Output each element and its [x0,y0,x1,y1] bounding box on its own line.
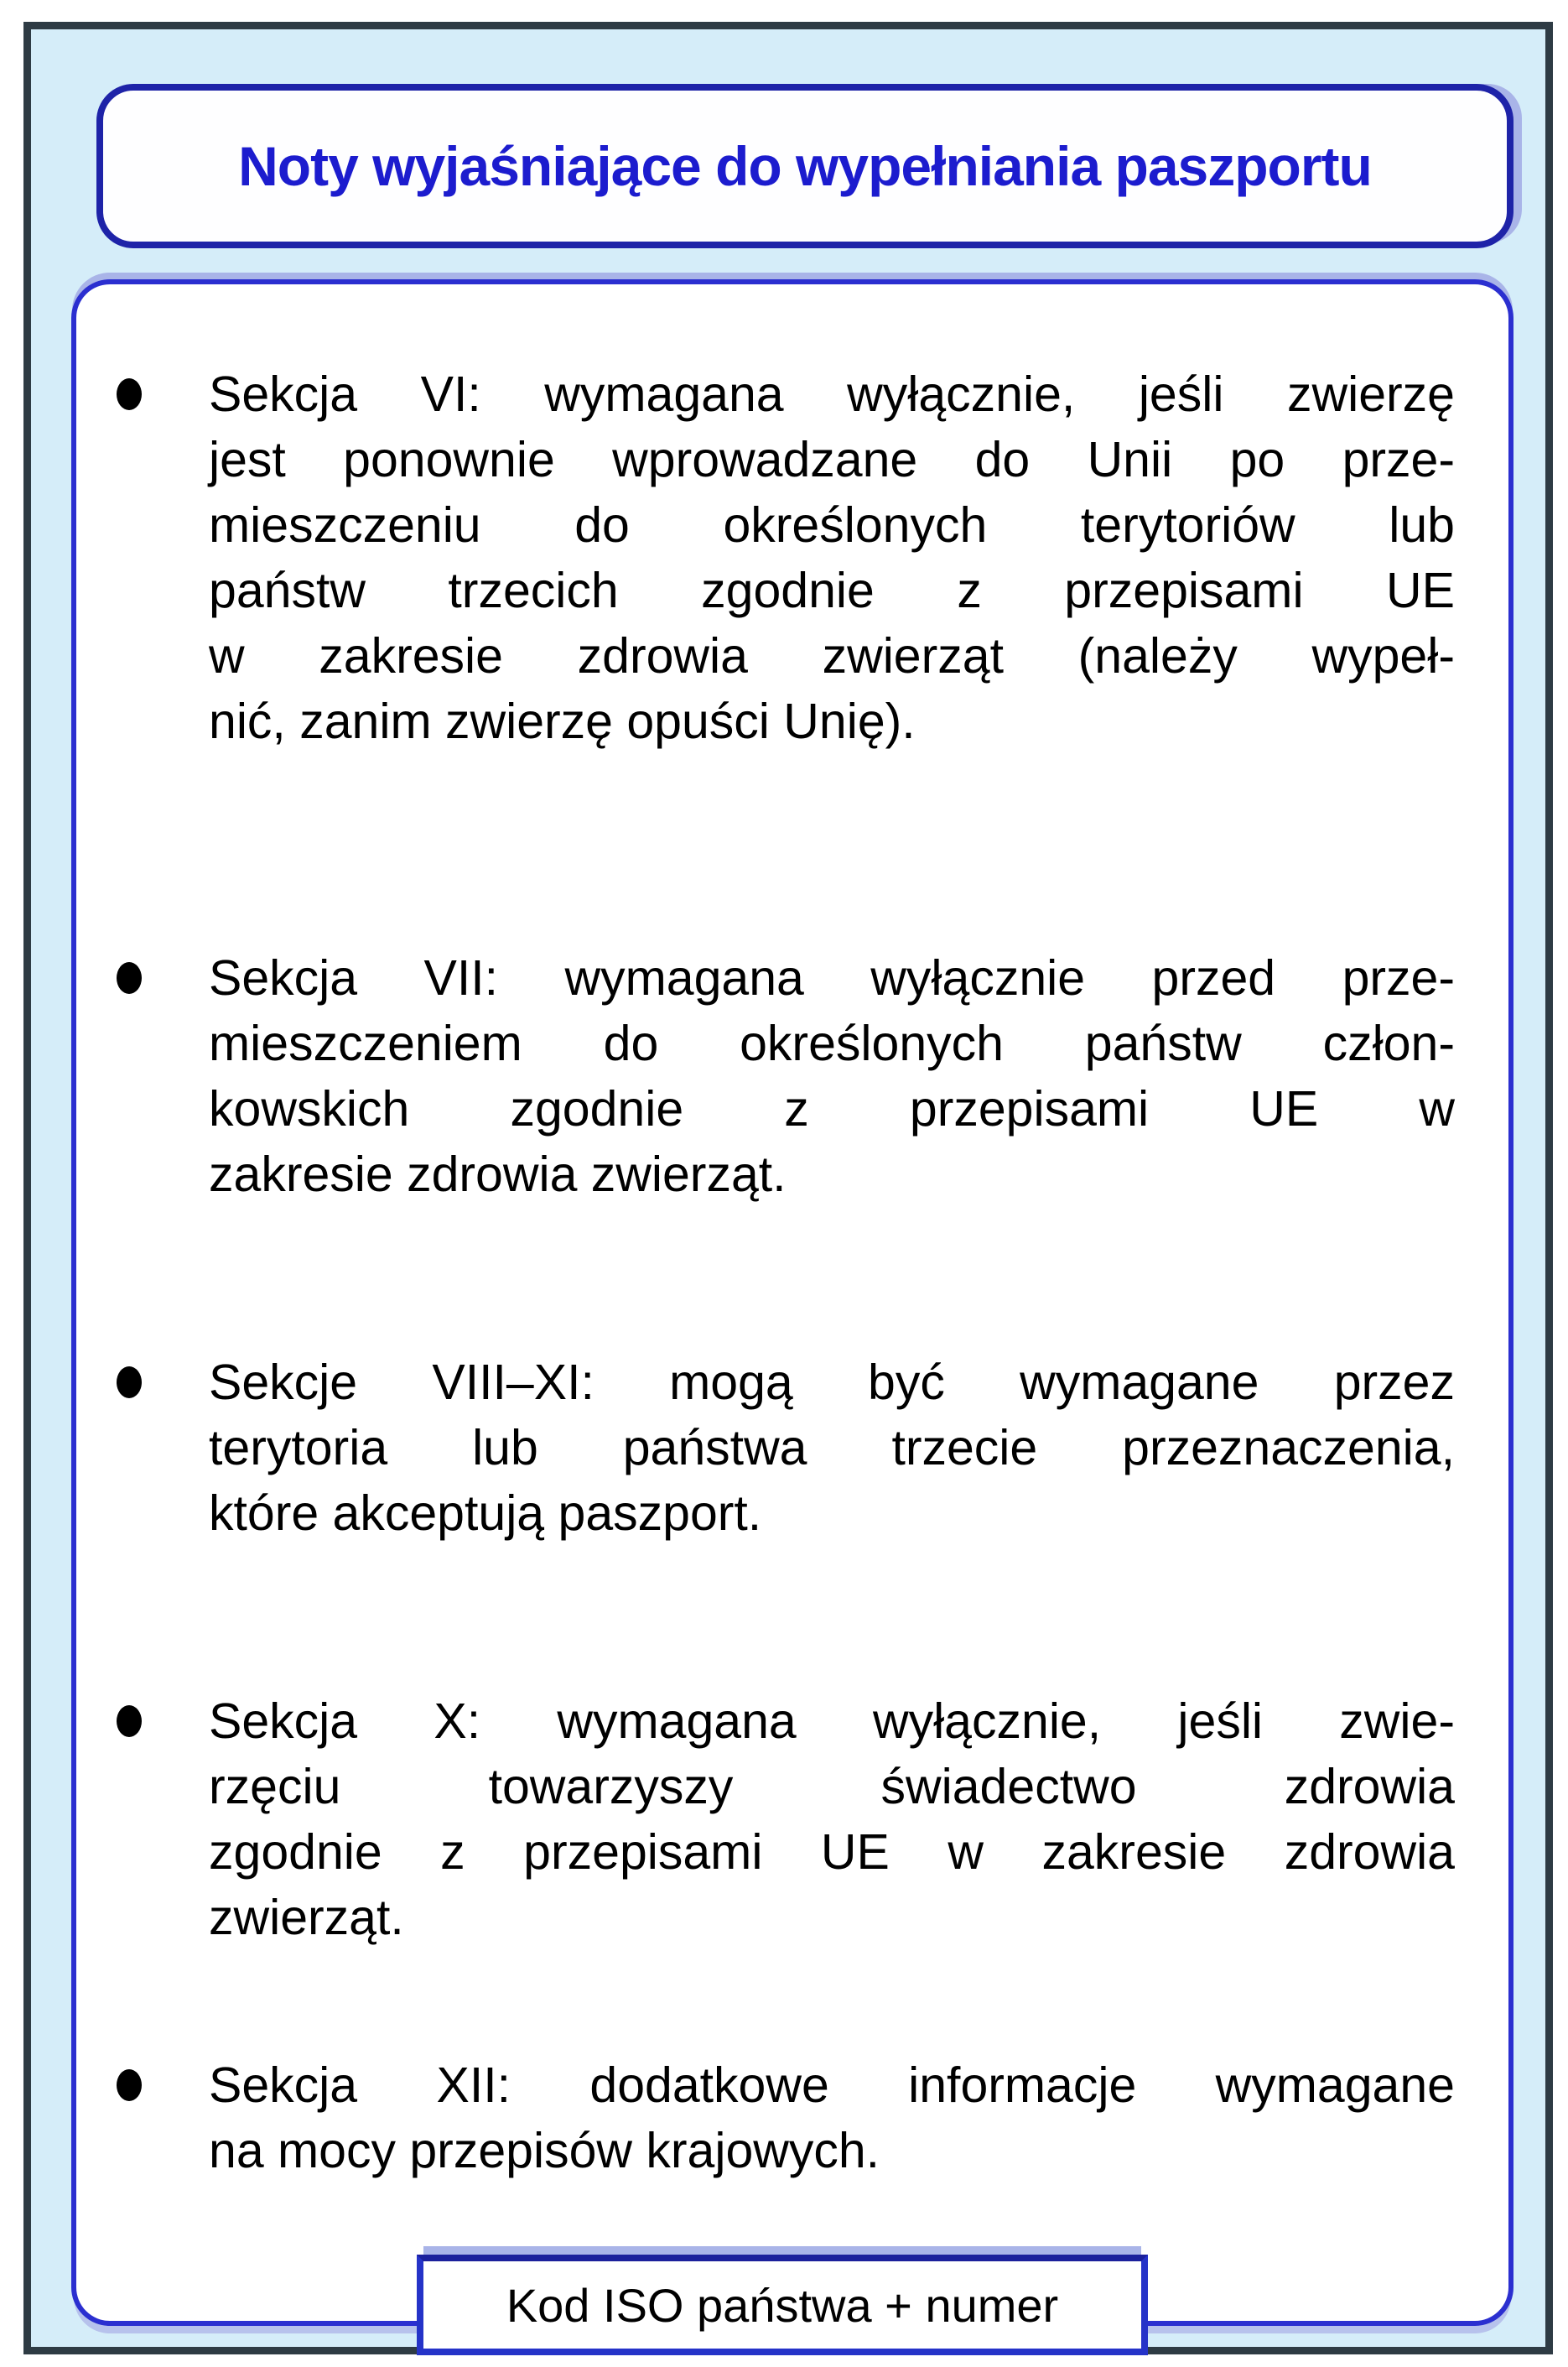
bullet-line: jest ponownie wprowadzane do Unii po prze- [209,432,1455,487]
bullet-line: kowskich zgodnie z przepisami UE w [209,1081,1455,1137]
note-bullet [76,945,1508,1207]
iso-code-box [417,2255,1148,2355]
bullet-line: Sekcje VIII–XI: mogą być wymagane przez [209,1355,1455,1410]
page-title: Noty wyjaśniające do wypełniania paszportu [238,135,1372,197]
note-bullet [76,2052,1508,2183]
bullet-line: zgodnie z przepisami UE w zakresie zdrowia [209,1824,1455,1880]
bullet-line: zakresie zdrowia zwierząt. [209,1147,787,1202]
note-bullet [76,1350,1508,1546]
notes-box [71,279,1513,2326]
bullet-line: Sekcja X: wymagana wyłącznie, jeśli zwie- [209,1693,1455,1749]
bullet-text [209,2052,1455,2183]
bullet-line: Sekcja VI: wymagana wyłącznie, jeśli zwierzę [209,367,1455,422]
note-bullet [76,362,1508,754]
bullet-text [209,1350,1455,1546]
bullet-text [209,362,1455,754]
note-bullet [76,1688,1508,1950]
bullet-line: mieszczeniu do określonych terytoriów lub [209,497,1455,553]
bullet-icon [117,962,142,994]
bullet-icon [117,378,142,410]
bullet-line: nić, zanim zwierzę opuści Unię). [209,694,916,749]
iso-code-label: Kod ISO państwa + numer [506,2278,1059,2332]
bullet-line: terytoria lub państwa trzecie przeznaczenia, [209,1420,1455,1475]
notes-list [76,362,1508,2183]
bullet-line: w zakresie zdrowia zwierząt (należy wypeł- [209,628,1455,684]
bullet-line: państw trzecich zgodnie z przepisami UE [209,563,1455,618]
title-box [96,84,1513,248]
bullet-line: Sekcja XII: dodatkowe informacje wymagane [209,2057,1455,2113]
bullet-text [209,945,1455,1207]
bullet-icon [117,1705,142,1737]
bullet-line: które akceptują paszport. [209,1485,762,1541]
bullet-line: mieszczeniem do określonych państw człon- [209,1016,1455,1071]
bullet-line: rzęciu towarzyszy świadectwo zdrowia [209,1759,1455,1814]
bullet-line: Sekcja VII: wymagana wyłącznie przed prze- [209,950,1455,1006]
bullet-line: na mocy przepisów krajowych. [209,2123,880,2178]
bullet-icon [117,2069,142,2101]
bullet-text [209,1688,1455,1950]
bullet-icon [117,1366,142,1398]
bullet-line: zwierząt. [209,1890,404,1945]
